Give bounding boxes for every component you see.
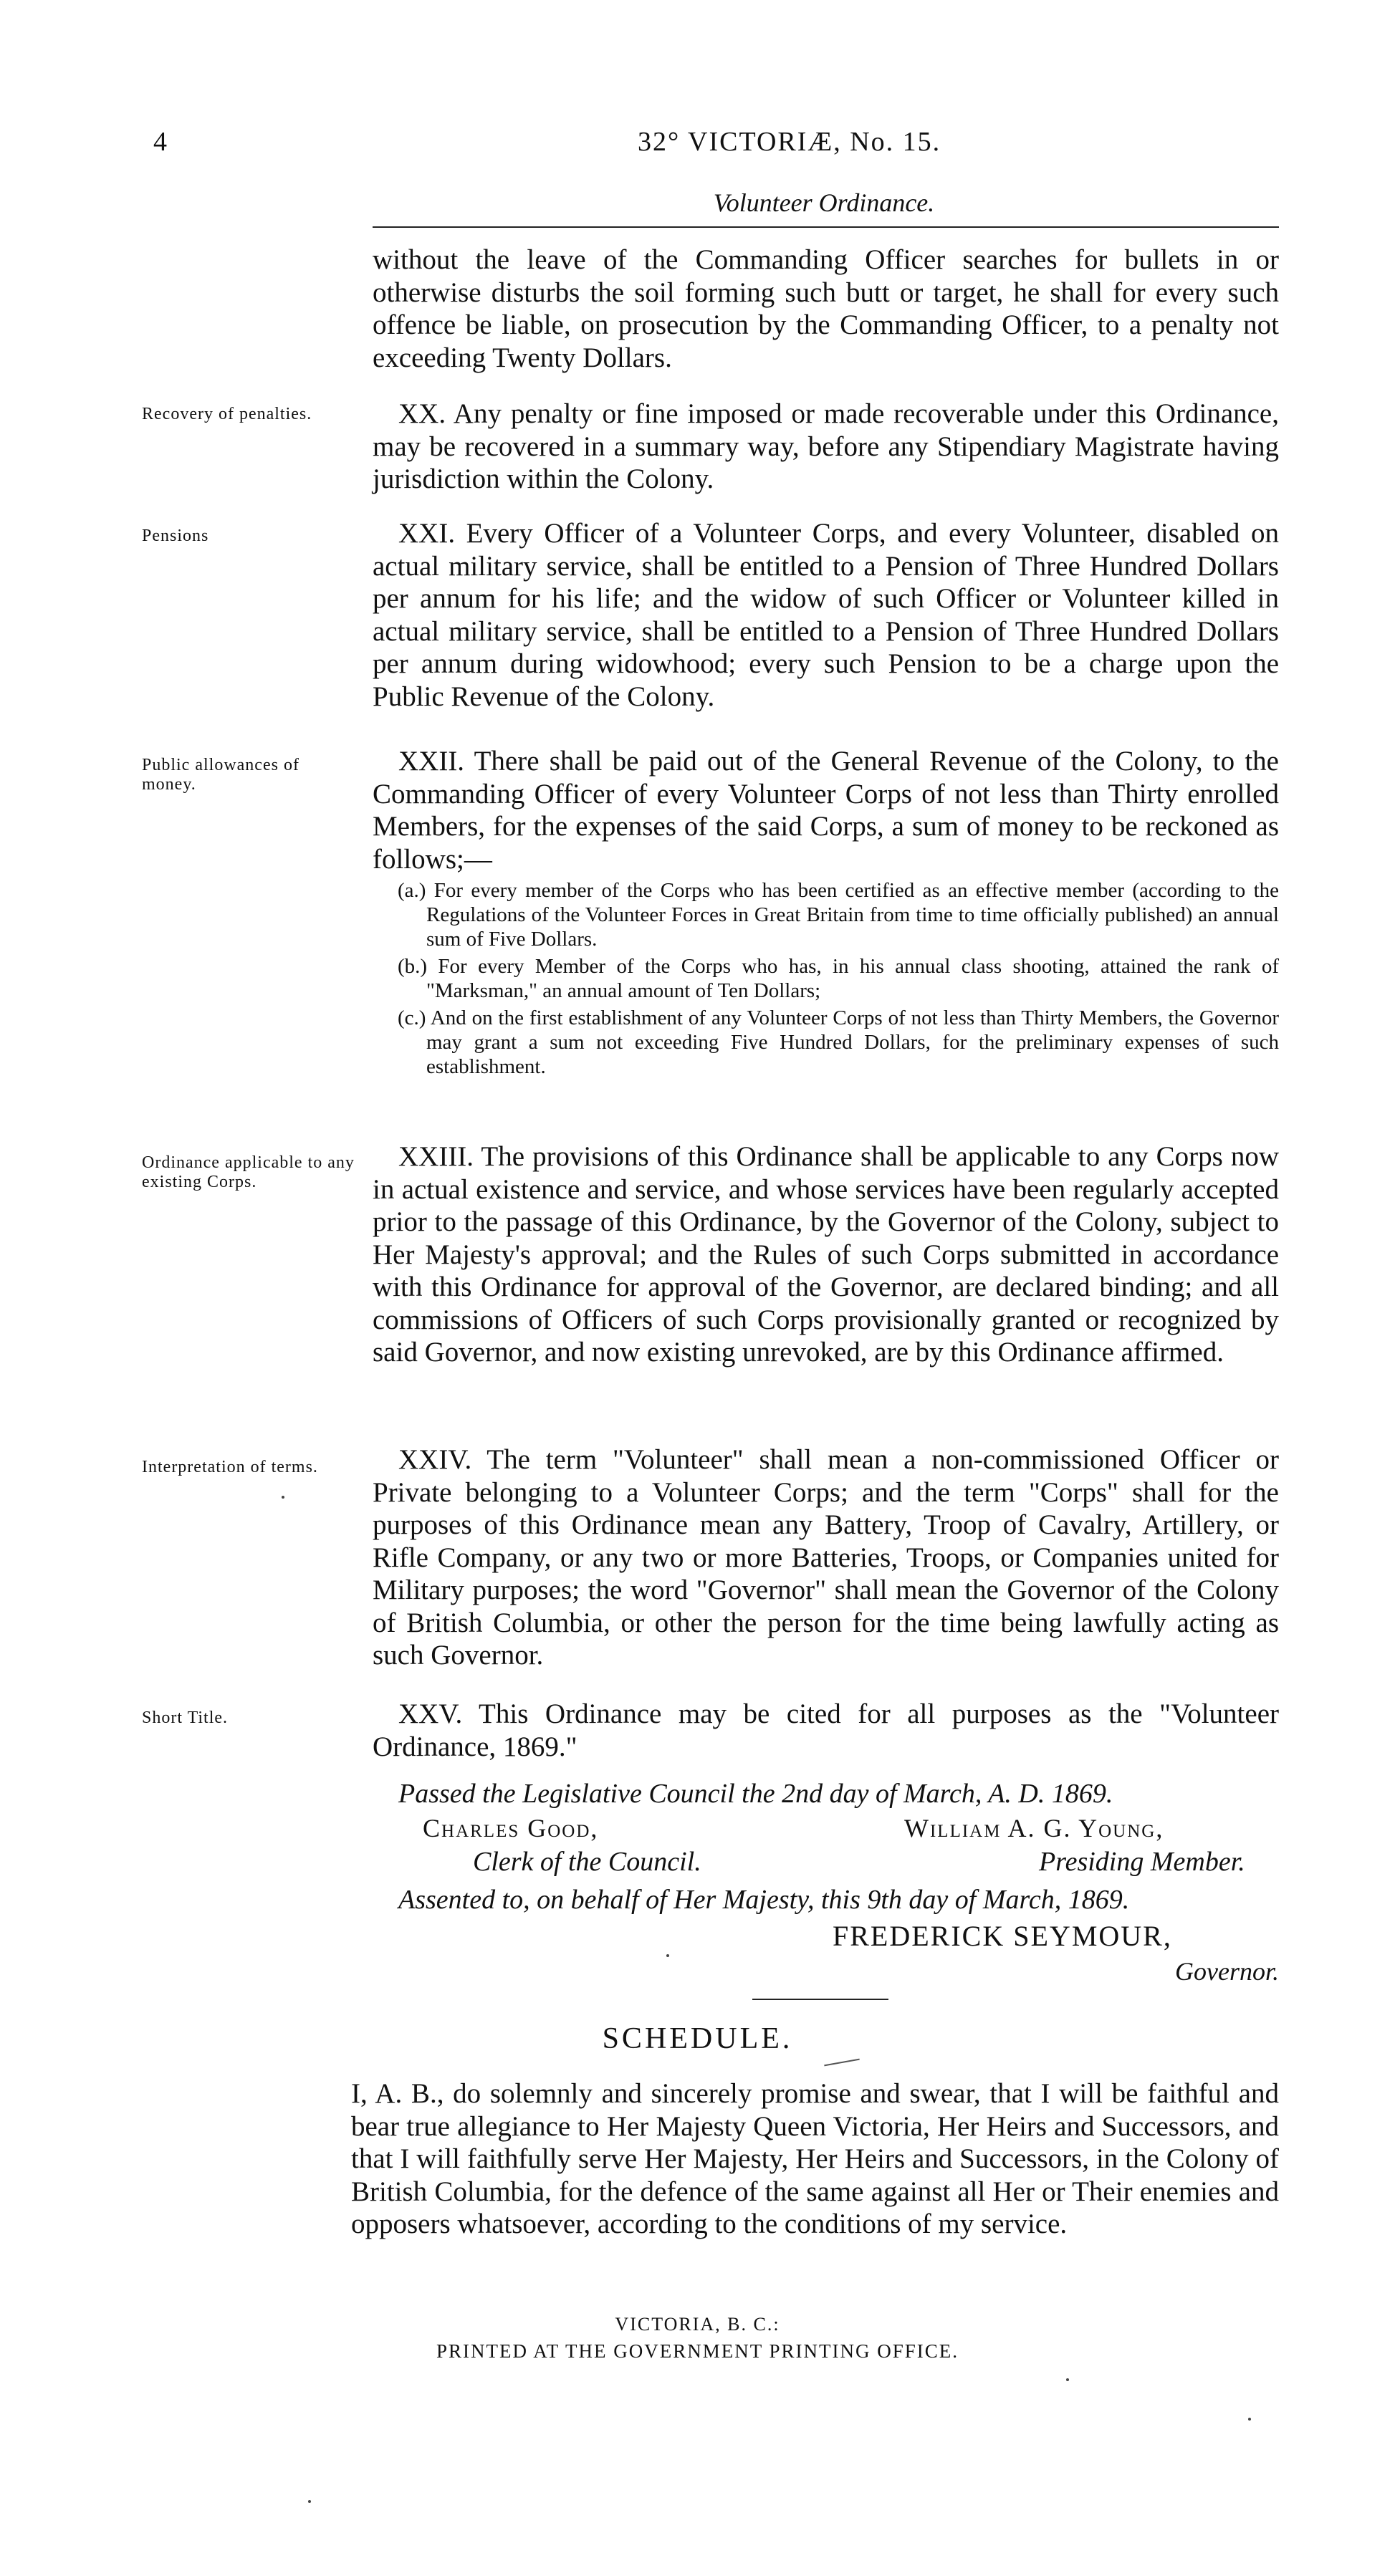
section-xxiv: XXIV. The term "Volunteer" shall mean a non-commissioned Officer or Private belonging to a Volunteer Corps; and the term "Corps" shall for the purposes of this Ordinance mean any Battery, Troop of Cavalry, Artillery, or Rifle Company, or any two or more Batteries, Troops, or Companies united for Military purposes; the word "Governor" shall mean the Governor of the Colony of British Columbia, or other the person for the time being lawfully acting as such Governor.	[373, 1444, 1279, 1671]
page-number: 4	[153, 127, 167, 157]
presiding-member-role: Presiding Member.	[1039, 1847, 1245, 1877]
assent-line: Assented to, on behalf of Her Majesty, this 9th day of March, 1869.	[398, 1885, 1130, 1915]
section-xxi: XXI. Every Officer of a Volunteer Corps, and every Volunteer, disabled on actual military service, shall be entitled to a Pension of Three Hundred Dollars per annum for his life; and the widow of such Officer or Volunteer killed in actual military service, shall be entitled to a Pension of Three Hundred Dollars per annum during widowhood; every such Pension to be a charge upon the Public Revenue of the Colony.	[373, 518, 1279, 712]
imprint-place: VICTORIA, B. C.:	[615, 2314, 780, 2335]
header-rule	[373, 226, 1279, 228]
clerk-role: Clerk of the Council.	[473, 1847, 701, 1877]
list-item: (b.) For every Member of the Corps who has, in his annual class shooting, attained the rank of "Marksman," an annual amount of Ten Dollars;	[398, 955, 1279, 1002]
list-item: (c.) And on the first establishment of any Volunteer Corps of not less than Thirty Members, the Governor may grant a sum not exceeding Five Hundred Dollars, for the preliminary expenses of such establishment.	[398, 1006, 1279, 1078]
margin-note-public-allowances: Public allowances of money.	[142, 756, 299, 794]
presiding-member-name: William A. G. Young,	[904, 1814, 1164, 1842]
passed-line: Passed the Legislative Council the 2nd day of March, A. D. 1869.	[398, 1779, 1113, 1809]
page-header	[0, 120, 1395, 163]
clerk-name: Charles Good,	[423, 1814, 599, 1842]
schedule-title: SCHEDULE.	[602, 2022, 793, 2055]
continuation-paragraph: without the leave of the Commanding Officer searches for bullets in or otherwise disturbs the soil forming such butt or target, he shall for every such offence be liable, on prosecution by the Commanding Officer, to a penalty not exceeding Twenty Dollars.	[373, 244, 1279, 373]
margin-note-interpretation: Interpretation of terms.	[142, 1458, 318, 1476]
list-item: (a.) For every member of the Corps who has been certified as an effective member (according to the Regulations of the Volunteer Forces in Great Britain from time to time officially published) an annual sum of Five Dollars.	[398, 879, 1279, 951]
print-speck	[308, 2500, 311, 2503]
print-speck	[666, 1954, 669, 1957]
section-xxiii: XXIII. The provisions of this Ordinance shall be applicable to any Corps now in actual existence and service, and whose services have been regularly accepted prior to the passage of this Ordinance, by the Governor of the Colony, subject to Her Majesty's approval; and the Rules of such Corps submitted in accordance with this Ordinance for approval of the Governor, are declared binding; and all commissions of Officers of such Corps provisionally granted or recognized by said Governor, and now existing unrevoked, are by this Ordinance affirmed.	[373, 1141, 1279, 1368]
governor-role: Governor.	[1175, 1957, 1279, 1986]
margin-note-ordinance-applicable: Ordinance applicable to any existing Corps.	[142, 1153, 355, 1191]
margin-note-recovery: Recovery of penalties.	[142, 405, 312, 423]
running-title: 32° VICTORIÆ, No. 15.	[638, 127, 941, 157]
section-xxv: XXV. This Ordinance may be cited for all purposes as the "Volunteer Ordinance, 1869."	[373, 1698, 1279, 1762]
ordinance-subtitle: Volunteer Ordinance.	[713, 188, 935, 217]
margin-note-short-title: Short Title.	[142, 1708, 229, 1727]
schedule-oath: I, A. B., do solemnly and sincerely promise and swear, that I will be faithful and bear true allegiance to Her Majesty Queen Victoria, Her Heirs and Successors, and that I will faithfully serve Her Majesty, Her Heirs and Successors, in the Colony of British Columbia, for the defence of the same against all Her or Their enemies and opposers whatsoever, according to the conditions of my service.	[351, 2078, 1279, 2239]
section-xx: XX. Any penalty or fine imposed or made recoverable under this Ordinance, may be recovered in a summary way, before any Stipendiary Magistrate having jurisdiction within the Colony.	[373, 398, 1279, 494]
print-speck	[1066, 2378, 1069, 2381]
print-speck	[1248, 2418, 1251, 2421]
governor-name: FREDERICK SEYMOUR,	[833, 1920, 1172, 1952]
imprint-printer: PRINTED AT THE GOVERNMENT PRINTING OFFICE.	[436, 2340, 959, 2362]
schedule-rule	[752, 1999, 888, 2000]
margin-note-pensions: Pensions	[142, 527, 209, 545]
schedule-underline-mark	[824, 2059, 860, 2067]
section-xxii: XXII. There shall be paid out of the General Revenue of the Colony, to the Commanding Officer of every Volunteer Corps of not less than Thirty enrolled Members, for the expenses of the said Corps, a sum of money to be reckoned as follows;—	[373, 746, 1279, 875]
section-xxii-subitems	[398, 878, 1279, 1082]
print-speck	[282, 1496, 284, 1499]
